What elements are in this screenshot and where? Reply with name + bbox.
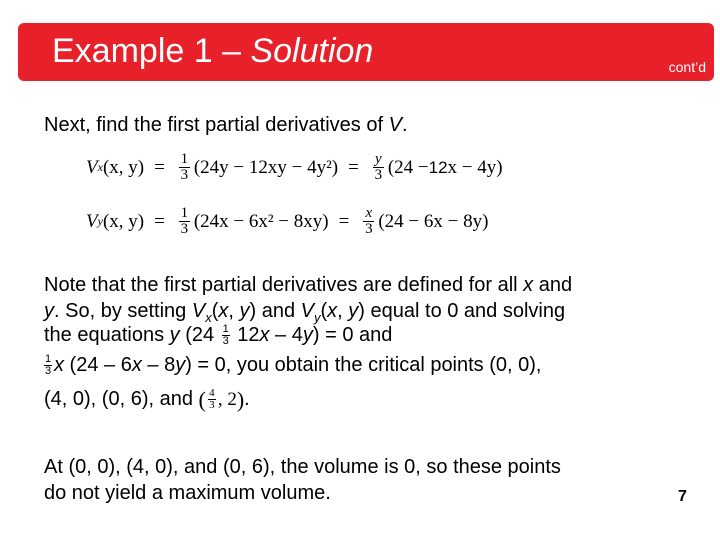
fraction: $\frac{1}{3}$: [180, 205, 189, 237]
note-line-2: y. So, by setting $V_x(x$, y) and $V_y(x$, y) equal to 0 and solving: [44, 300, 566, 325]
fraction: $\frac{1}{3}$: [180, 151, 189, 183]
page-number: 7: [678, 488, 687, 505]
critical-point-expr: ( 4 3 , 2 ): [198, 386, 245, 412]
conclusion-line-2: do not yield a maximum volume.: [44, 482, 331, 504]
note-line-1: Note that the first partial derivatives are defined for all x and: [44, 274, 573, 296]
continued-label: cont’d: [668, 59, 706, 75]
note-line-4: $\frac{1}{3}$ x (24 – 6x – 8y) = 0, you obtain the critical points (0, 0),: [44, 353, 542, 378]
title-banner: [18, 23, 714, 81]
note-line-5: (4, 0), (0, 6), and ( 4 3 , 2 ) .: [44, 386, 250, 412]
slide-title: Example 1 – Solution: [52, 32, 374, 70]
fraction: $\frac{1}{3}$: [44, 353, 52, 378]
intro-text: Next, find the first partial derivatives of V.: [44, 114, 408, 136]
fraction: $\frac{1}{3}$: [222, 323, 229, 348]
note-line-3: the equations y (24 $\frac{1}{3}$ 12x – 4y) = 0 and: [44, 323, 393, 348]
fraction: $\frac{x}{3}$: [365, 205, 373, 237]
equation-vy: V y (x, y) = $\frac{1}{3}$ (24x − 6x² − 8xy) = $\frac{x}{3}$ (24 − 6x − 8y): [86, 205, 489, 237]
fraction: 4 3: [209, 387, 215, 412]
equation-vx: V x (x, y) = $\frac{1}{3}$ (24y − 12xy − 4y²) = $\frac{y}{3}$ (24 − 12 x − 4y): [86, 151, 503, 183]
fraction: $\frac{y}{3}$: [374, 151, 383, 183]
conclusion-line-1: At (0, 0), (4, 0), and (0, 6), the volume is 0, so these points: [44, 456, 561, 478]
